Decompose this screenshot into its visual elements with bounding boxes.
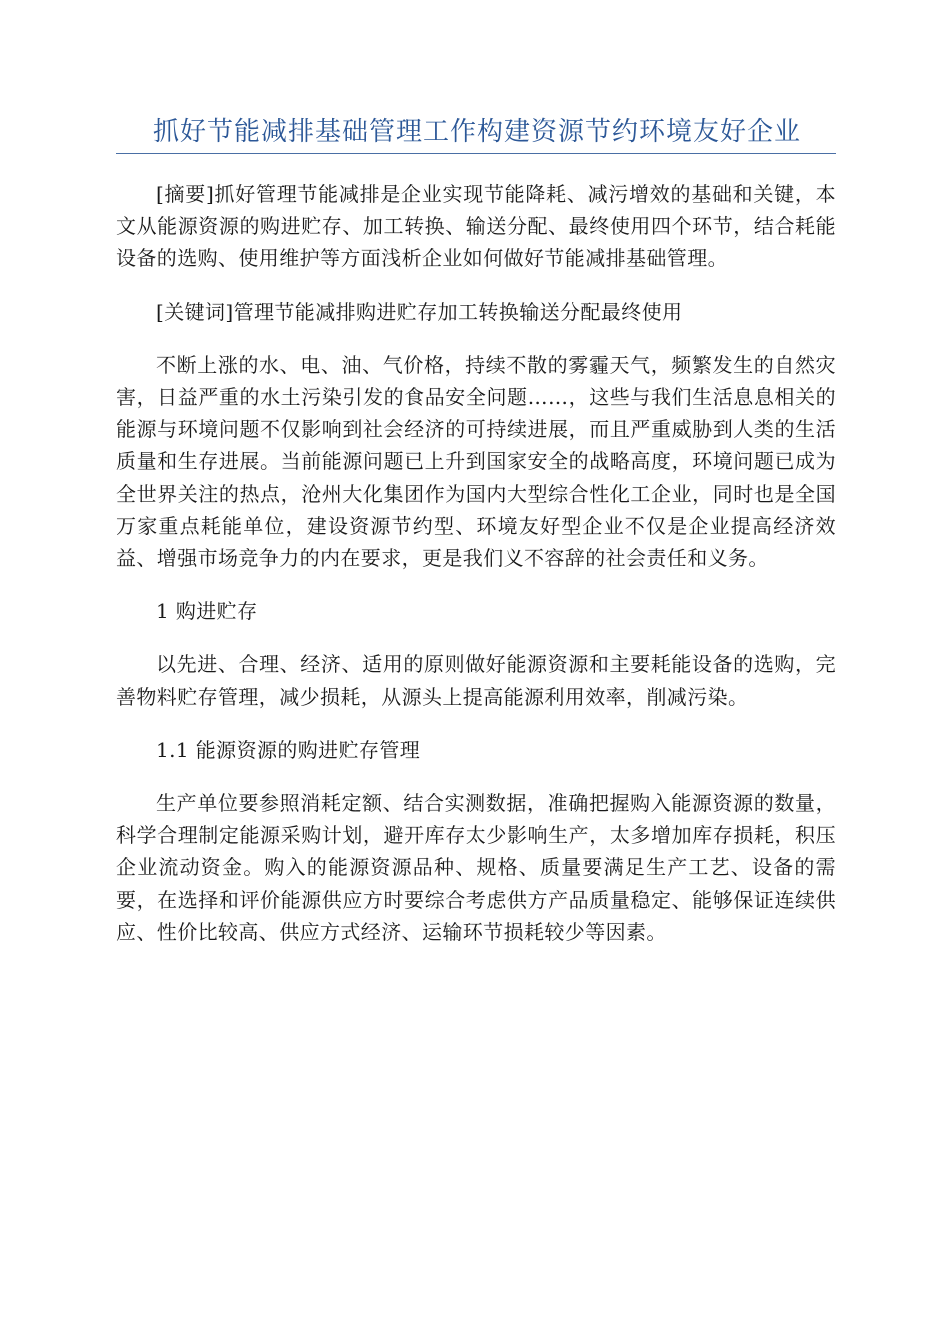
section-heading-1: 1 购进贮存	[156, 599, 258, 624]
abstract-paragraph: [摘要]抓好管理节能减排是企业实现节能降耗、减污增效的基础和关键，本文从能源资源的购进贮存、加工转换、输送分配、最终使用四个环节，结合耗能设备的选购、使用维护等方面浅析企业如何做好节能减排基础管理。	[116, 182, 836, 271]
section-1-1-paragraph: 生产单位要参照消耗定额、结合实测数据，准确把握购入能源资源的数量，科学合理制定能源采购计划，避开库存太少影响生产，太多增加库存损耗，积压企业流动资金。购入的能源资源品种、规格、质量要满足生产工艺、设备的需要，在选择和评价能源供应方时要综合考虑供方产品质量稳定、能够保证连续供应、性价比较高、供应方式经济、运输环节损耗较少等因素。	[116, 791, 836, 944]
document-body	[116, 178, 836, 969]
keywords-paragraph: [关键词]管理节能减排购进贮存加工转换输送分配最终使用	[156, 299, 683, 324]
title-underline	[116, 153, 836, 154]
section-1-paragraph: 以先进、合理、经济、适用的原则做好能源资源和主要耗能设备的选购，完善物料贮存管理，减少损耗，从源头上提高能源利用效率，削减污染。	[116, 652, 836, 709]
document-title: 抓好节能减排基础管理工作构建资源节约环境友好企业	[152, 117, 801, 147]
intro-paragraph: 不断上涨的水、电、油、气价格，持续不散的雾霾天气，频繁发生的自然灾害，日益严重的水土污染引发的食品安全问题……，这些与我们生活息息相关的能源与环境问题不仅影响到社会经济的可持续进展，而且严重威胁到人类的生活质量和生存进展。当前能源问题已上升到国家安全的战略高度，环境问题已成为全世界关注的热点，沧州大化集团作为国内大型综合性化工企业，同时也是全国万家重点耗能单位，建设资源节约型、环境友好型企业不仅是企业提高经济效益、增强市场竞争力的内在要求，更是我们义不容辞的社会责任和义务。	[116, 352, 836, 571]
section-heading-1-1: 1.1 能源资源的购进贮存管理	[156, 737, 421, 762]
